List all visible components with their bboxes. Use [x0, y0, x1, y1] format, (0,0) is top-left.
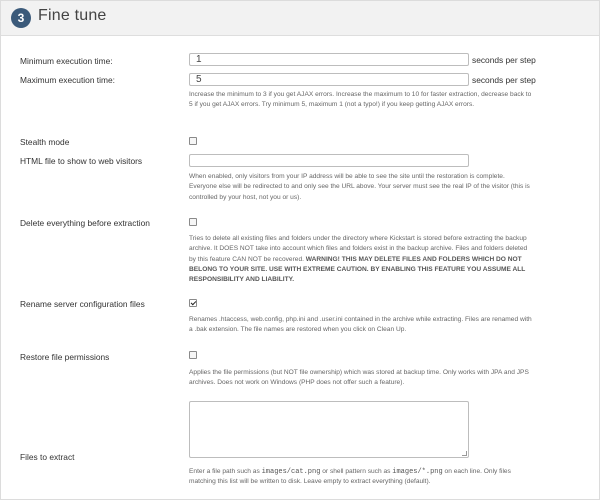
- step-number-badge: 3: [11, 8, 31, 28]
- files-to-extract-textarea[interactable]: [189, 401, 469, 458]
- min-exec-input[interactable]: [189, 53, 469, 66]
- files-to-extract-label: Files to extract: [20, 452, 75, 462]
- delete-everything-help: [189, 234, 534, 285]
- delete-everything-checkbox[interactable]: [189, 218, 197, 226]
- restore-perms-checkbox[interactable]: [189, 351, 197, 359]
- delete-everything-help-text: Tries to delete all existing files and folders under the directory where Kickstart is stored before extracting the backup archive. It DOES NOT take into account which files and folders exist in the backup archive. Files and folders deleted by this feature CAN NOT be recovered.: [189, 235, 528, 263]
- stealth-mode-checkbox[interactable]: [189, 137, 197, 145]
- min-exec-label: Minimum execution time:: [20, 56, 113, 66]
- files-help-a: Enter a file path such as: [189, 468, 260, 475]
- delete-everything-warning: WARNING! THIS MAY DELETE FILES AND FOLDERS WHICH DO NOT BELONG TO YOUR SITE. USE WITH EXTREME CAUTION. BY ENABLING THIS FEATURE YOU ASSUME ALL RESPONSIBILITY AND LIABILITY.: [189, 255, 526, 284]
- min-exec-suffix: seconds per step: [472, 55, 536, 65]
- max-exec-label: Maximum execution time:: [20, 75, 115, 85]
- stealth-mode-label: Stealth mode: [20, 137, 70, 147]
- delete-everything-label: Delete everything before extraction: [20, 218, 150, 228]
- rename-config-label: Rename server configuration files: [20, 299, 145, 309]
- files-help-code-a: images/cat.png: [261, 468, 321, 476]
- rename-config-checkbox[interactable]: [189, 299, 197, 307]
- rename-config-help: Renames .htaccess, web.config, php.ini and .user.ini contained in the archive while extracting. Files are renamed with a .bak extension. The file names are restored when you click on Clean Up.: [189, 316, 532, 334]
- panel-title: Fine tune: [38, 7, 107, 24]
- max-exec-input[interactable]: [189, 73, 469, 86]
- html-file-input[interactable]: [189, 154, 469, 167]
- panel-header: [1, 1, 599, 36]
- html-file-label: HTML file to show to web visitors: [20, 156, 143, 166]
- files-help-c: on each line. Only files matching this list will be written to disk. Leave empty to extract everything (default).: [189, 468, 511, 486]
- max-exec-suffix: seconds per step: [472, 75, 536, 85]
- restore-perms-help: Applies the file permissions (but NOT file ownership) which was stored at backup time. Only works with JPA and JPS archives. Does not work on Windows (PHP does not offer such a feature).: [189, 369, 529, 387]
- html-file-help: When enabled, only visitors from your IP address will be able to see the site until the restoration is complete. Everyone else will be redirected to and only see the URL above. Your server must see the real IP of the visitor (this is controlled by your host, not you or us).: [189, 173, 530, 201]
- exec-time-help: Increase the minimum to 3 if you get AJAX errors. Increase the maximum to 10 for faster extraction, decrease back to 5 if you get AJAX errors. Try minimum 5, maximum 1 (not a typo!) if you keep getting AJAX errors.: [189, 91, 532, 109]
- files-help-b: or shell pattern such as: [322, 468, 391, 475]
- files-to-extract-help: [189, 467, 534, 488]
- textarea-resize-grip[interactable]: [462, 451, 467, 456]
- restore-perms-label: Restore file permissions: [20, 352, 110, 362]
- files-help-code-b: images/*.png: [392, 468, 443, 476]
